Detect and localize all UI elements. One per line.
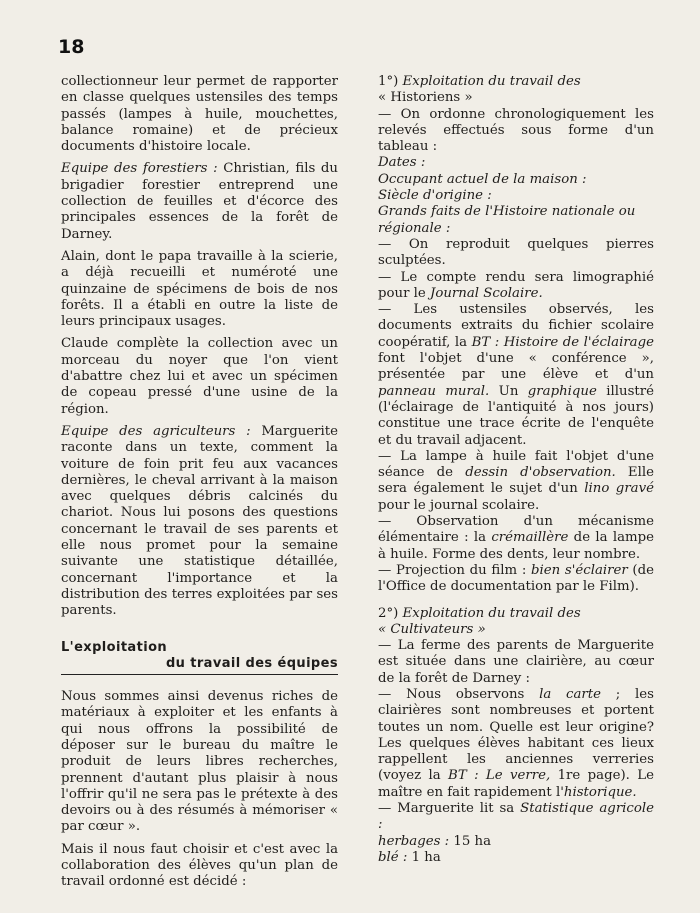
paragraph: — Observation d'un mécanisme élémentaire : la crémaillère de la lampe à huile. Forme des dents, leur nombre. (378, 514, 654, 562)
paragraph: Claude complète la collection avec un morceau du noyer que l'on vient d'abattre chez lui et avec un spécimen de copeau pressé d'une usine de la région. (61, 336, 338, 417)
subsection-heading: 2°) Exploitation du travail des (378, 605, 581, 621)
paragraph: Equipe des forestiers : Christian, fils du brigadier forestier entreprend une collection de feuilles et d'écorce des principales essences de la forêt de Darney. (61, 161, 338, 242)
table-field: Siècle d'origine : (378, 188, 492, 204)
subsection-heading-cont: « Historiens » (378, 90, 473, 106)
table-field: Grands faits de l'Histoire nationale ou régionale : (378, 204, 636, 236)
paragraph: — Nous observons la carte ; les clairières sont nombreuses et portent toutes un nom. Quelle est leur origine? Les quelques élèves habitant ces lieux rappellent les anciennes verreries (voyez la BT : Le verre, 1re page). Le maître en fait rapidement l'historique. (378, 686, 654, 800)
subsection-heading: 1°) Exploitation du travail des (378, 74, 581, 89)
paragraph: — On ordonne chronologiquement les relevés effectués sous forme d'un tableau : (378, 106, 654, 155)
paragraph: — Projection du film : bien s'éclairer (de l'Office de documentation par le Film). (378, 562, 655, 595)
stat-row: blé : 1 ha (378, 849, 441, 865)
paragraph: — On reproduit quelques pierres sculptées. (378, 236, 654, 269)
table-field: Dates : (378, 155, 426, 171)
paragraph: — Le compte rendu sera limographié pour le Journal Scolaire. (378, 269, 654, 301)
paragraph: Equipe des agriculteurs : Marguerite raconte dans un texte, comment la voiture de foin prit feu aux vacances dernières, le cheval arrivant à la maison avec quelques débris calcinés du chariot. Nous lui posons des questions concernant le travail de ses parents et elle nous promet pour la semaine suivante une statistique détaillée, concernant l'importance et la distribution des terres exploitées par ses parents. (61, 423, 338, 619)
team-label: Equipe des forestiers : (61, 161, 218, 177)
stat-row: herbages : 15 ha (378, 833, 492, 849)
team-label: Equipe des agriculteurs : (61, 423, 251, 439)
paragraph: — La lampe à huile fait l'objet d'une séance de dessin d'observation. Elle sera également le sujet d'un lino gravé pour le journal scolaire. (378, 448, 654, 513)
paragraph: — La ferme des parents de Marguerite est située dans une clairière, au cœur de la forêt de Darney : (378, 638, 654, 686)
section-heading: L'exploitation du travail des équipes (61, 640, 338, 676)
page-number: 18 (58, 36, 85, 58)
paragraph: Alain, dont le papa travaille à la scierie, a déjà recueilli et numéroté une quinzaine de spécimens de bois de nos forêts. Il a établi en outre la liste de leurs principaux usages. (61, 248, 338, 330)
paragraph: Nous sommes ainsi devenus riches de matériaux à exploiter et les enfants à qui nous offrons la possibilité de déposer sur le bureau du maître le produit de leurs libres recherches, prennent d'autant plus plaisir à nous l'offrir qu'il ne sera pas le prétexte à des devoirs ou à des résumés à mémoriser « par cœur ». (61, 689, 338, 835)
paragraph: — Marguerite lit sa Statistique agricole : (378, 801, 654, 833)
right-column (378, 74, 654, 866)
subsection-heading-cont: « Cultivateurs » (378, 621, 486, 637)
paragraph: — Les ustensiles observés, les documents extraits du fichier scolaire coopératif, la BT : Histoire de l'éclairage font l'objet d'une « conférence », présentée par une élève et d'un panneau mural. Un graphique illustré (l'éclairage de l'antiquité à nos jours) constitue une trace écrite de l'enquête et du travail adjacent. (378, 302, 654, 448)
left-column (61, 74, 338, 897)
paragraph: Mais il nous faut choisir et c'est avec la collaboration des élèves qu'un plan de travail ordonné est décidé : (61, 841, 338, 890)
paragraph: collectionneur leur permet de rapporter en classe quelques ustensiles des temps passés (lampes à huile, mouchettes, balance romaine) et de précieux documents d'histoire locale. (61, 74, 338, 155)
table-field: Occupant actuel de la maison : (378, 171, 587, 187)
